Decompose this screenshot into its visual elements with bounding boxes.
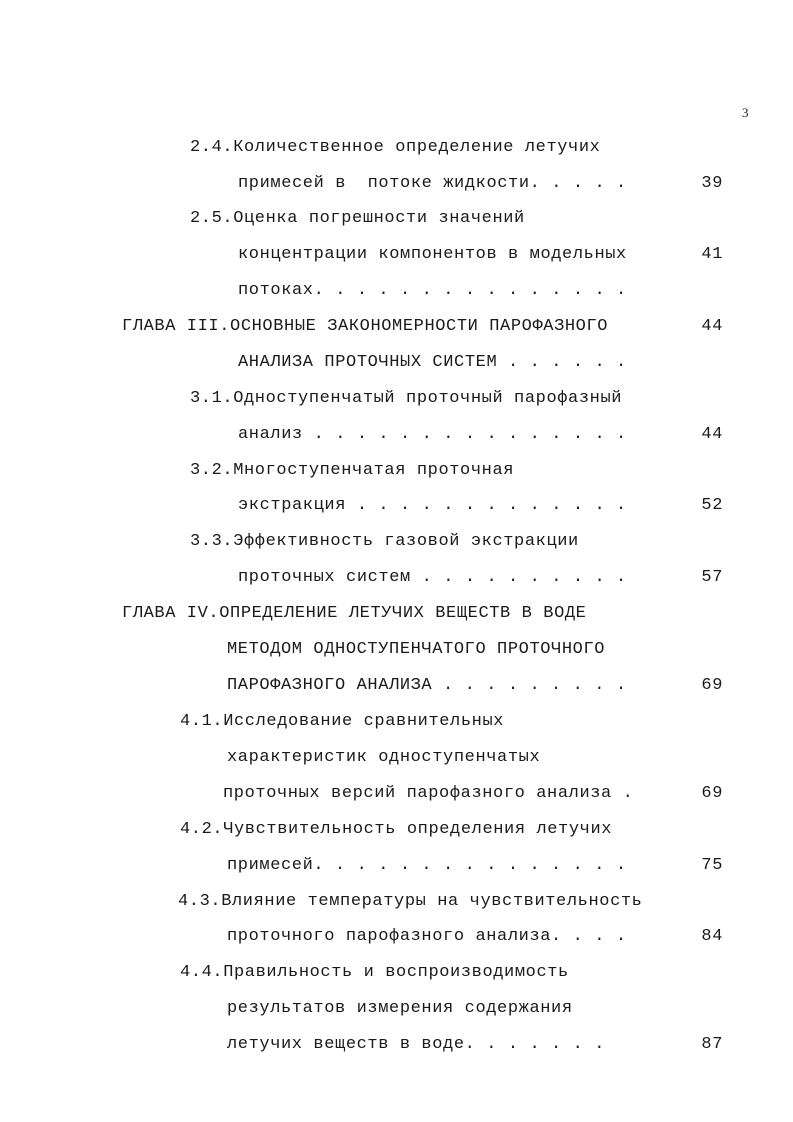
toc-entry-4-3-title: 4.3.Влияние температуры на чувствительность: [178, 892, 643, 911]
toc-page-number: 84: [701, 927, 723, 946]
toc-entry-3-2-cont: экстракция . . . . . . . . . . . . .: [238, 496, 627, 515]
toc-page-number: 75: [701, 856, 723, 875]
toc-entry-3-3-title: 3.3.Эффективность газовой экстракции: [190, 532, 579, 551]
toc-entry-4-3-cont: проточного парофазного анализа. . . .: [227, 927, 627, 946]
toc-entry-3-1-title: 3.1.Одноступенчатый проточный парофазный: [190, 389, 623, 408]
toc-page-number: 44: [701, 425, 723, 444]
toc-entry-4-4-title: 4.4.Правильность и воспроизводимость: [180, 963, 569, 982]
toc-chapter-4-cont: МЕТОДОМ ОДНОСТУПЕНЧАТОГО ПРОТОЧНОГО: [227, 640, 606, 659]
toc-page-number: 52: [701, 496, 723, 515]
page-number: 3: [742, 105, 749, 120]
toc-entry-4-1-cont2: проточных версий парофазного анализа .: [223, 784, 634, 803]
toc-entry-4-2-title: 4.2.Чувствительность определения летучих: [180, 820, 613, 839]
toc-entry-2-5-cont2: потоках. . . . . . . . . . . . . . .: [238, 281, 627, 300]
toc-entry-3-3-cont: проточных систем . . . . . . . . . .: [238, 568, 627, 587]
toc-page-number: 69: [701, 676, 723, 695]
toc-entry-3-2-title: 3.2.Многоступенчатая проточная: [190, 461, 515, 480]
toc-chapter-4-title: ГЛАВА IV.ОПРЕДЕЛЕНИЕ ЛЕТУЧИХ ВЕЩЕСТВ В ВОДЕ: [122, 604, 587, 623]
toc-page-number: 39: [701, 174, 723, 193]
toc-entry-3-1-cont: анализ . . . . . . . . . . . . . . .: [238, 425, 627, 444]
toc-chapter-3-cont: АНАЛИЗА ПРОТОЧНЫХ СИСТЕМ . . . . . .: [238, 353, 627, 372]
toc-chapter-3-title: ГЛАВА III.ОСНОВНЫЕ ЗАКОНОМЕРНОСТИ ПАРОФАЗНОГО: [122, 317, 609, 336]
toc-page-number: 57: [701, 568, 723, 587]
toc-entry-2-5-title: 2.5.Оценка погрешности значений: [190, 209, 525, 228]
toc-entry-2-5-cont: концентрации компонентов в модельных: [238, 245, 627, 264]
toc-entry-4-4-cont2: летучих веществ в воде. . . . . . .: [227, 1035, 606, 1054]
toc-entry-4-2-cont: примесей. . . . . . . . . . . . . . .: [227, 856, 627, 875]
toc-page-number: 87: [701, 1035, 723, 1054]
toc-entry-2-4-cont: примесей в потоке жидкости. . . . .: [238, 174, 627, 193]
toc-page-number: 69: [701, 784, 723, 803]
toc-entry-4-4-cont: результатов измерения содержания: [227, 999, 573, 1018]
toc-page-number: 41: [701, 245, 723, 264]
toc-entry-4-1-cont: характеристик одноступенчатых: [227, 748, 541, 767]
toc-chapter-4-cont2: ПАРОФАЗНОГО АНАЛИЗА . . . . . . . . .: [227, 676, 627, 695]
toc-page-number: 44: [701, 317, 723, 336]
toc-entry-4-1-title: 4.1.Исследование сравнительных: [180, 712, 505, 731]
toc-entry-2-4-title: 2.4.Количественное определение летучих: [190, 138, 601, 157]
